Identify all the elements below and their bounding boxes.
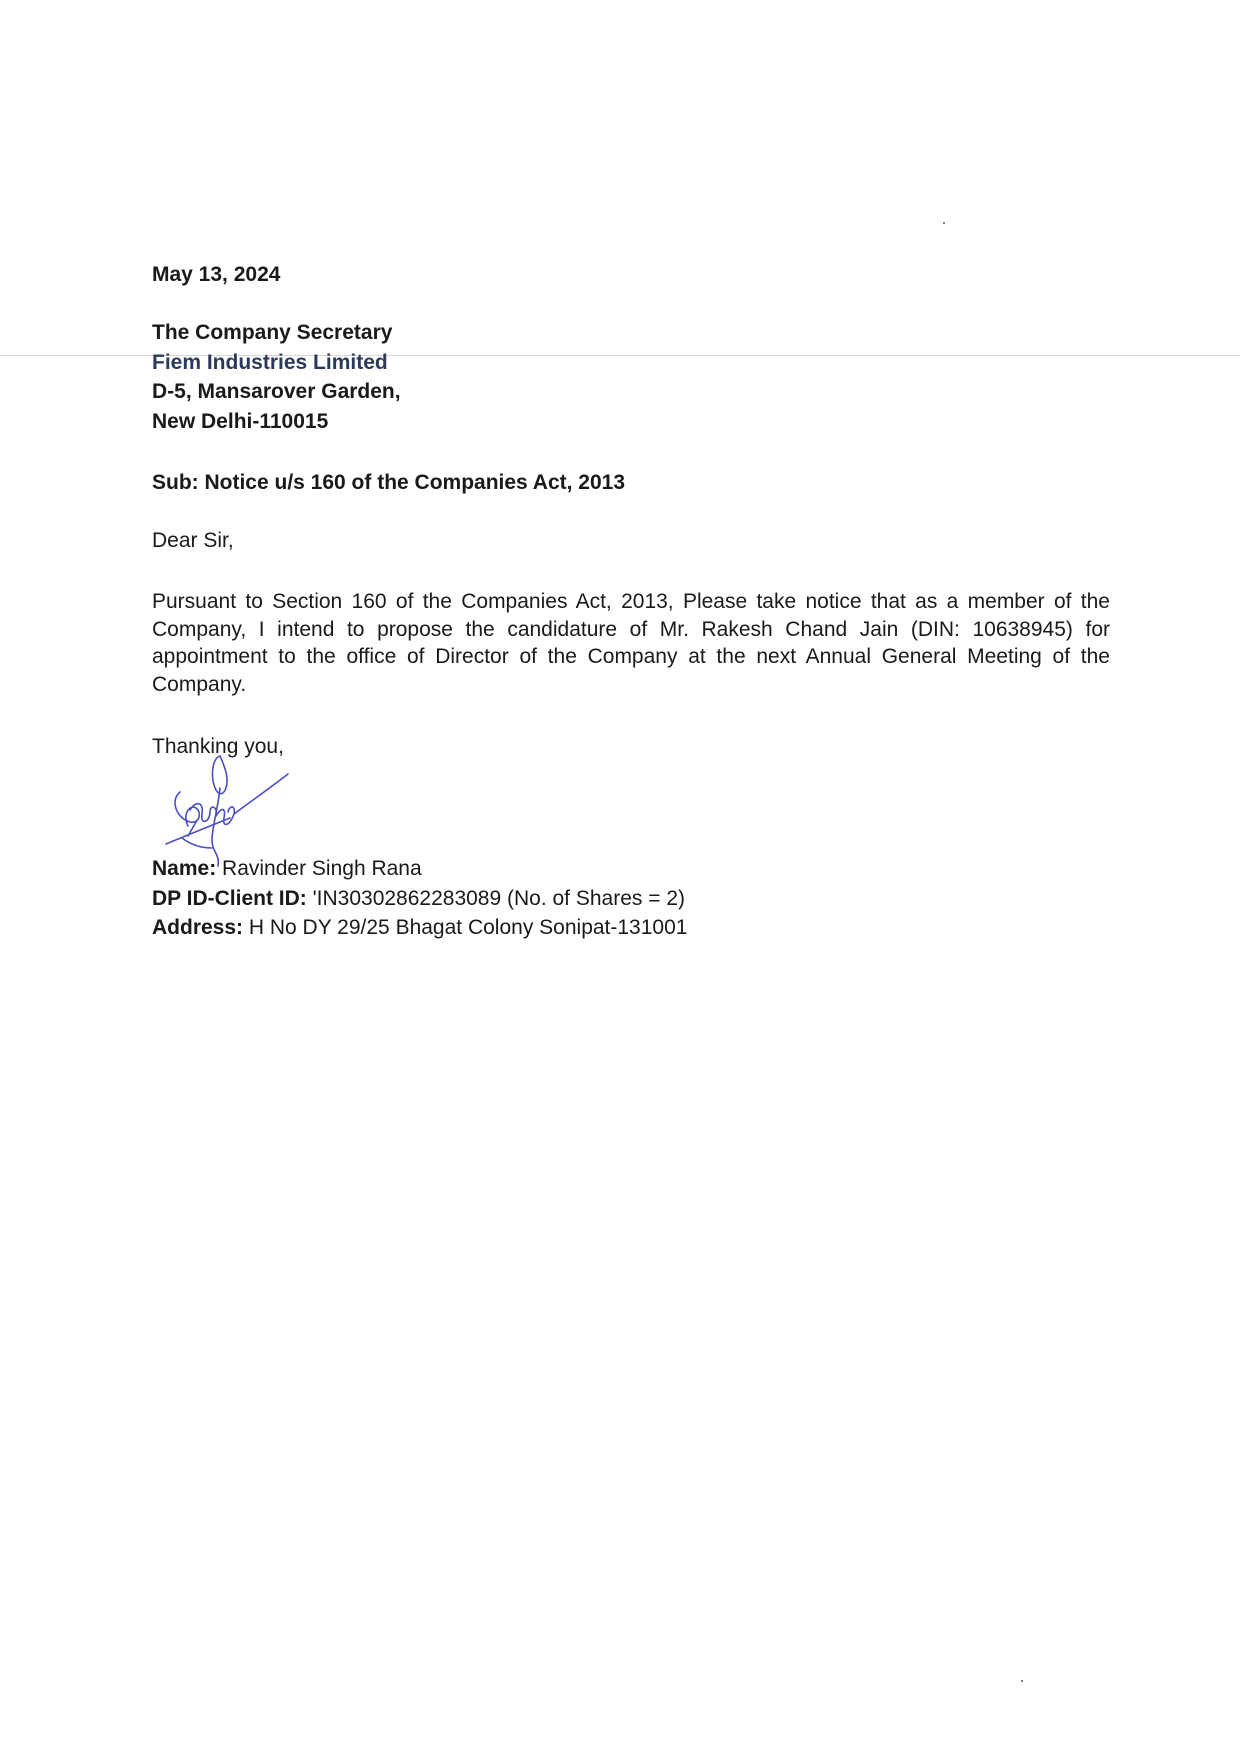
scan-speck xyxy=(1021,1680,1023,1682)
recipient-address xyxy=(152,318,401,436)
signatory-details xyxy=(152,854,687,943)
name-value: Ravinder Singh Rana xyxy=(222,857,422,880)
letter-body: Pursuant to Section 160 of the Companies Act, 2013, Please take notice that as a member of the Company, I intend to propose the candidature of Mr. Rakesh Chand Jain (DIN: 10638945) for appointment to the office of Director of the Company at the next Annual General Meeting of the Company. xyxy=(152,590,1110,696)
scan-speck xyxy=(943,222,945,224)
letter-date: May 13, 2024 xyxy=(152,263,281,286)
recipient-line-city: New Delhi-110015 xyxy=(152,409,329,433)
signatory-dp-row xyxy=(152,884,687,914)
handwritten-signature xyxy=(160,748,290,868)
address-label: Address: xyxy=(152,916,244,939)
recipient-line-company: Fiem Industries Limited xyxy=(152,350,388,374)
letter-subject: Sub: Notice u/s 160 of the Companies Act, 2013 xyxy=(152,471,626,494)
signatory-address-row xyxy=(152,913,687,943)
dp-id-value: 'IN30302862283089 (No. of Shares = 2) xyxy=(312,886,685,910)
dp-id-label: DP ID-Client ID: xyxy=(152,886,307,910)
recipient-line-street: D-5, Mansarover Garden, xyxy=(152,380,401,403)
name-label: Name: xyxy=(152,857,217,880)
address-value: H No DY 29/25 Bhagat Colony Sonipat-131001 xyxy=(248,916,688,939)
signatory-name-row xyxy=(152,854,687,884)
letter-closing: Thanking you, xyxy=(152,735,284,758)
recipient-line-title: The Company Secretary xyxy=(152,321,393,344)
letter-salutation: Dear Sir, xyxy=(152,529,234,552)
